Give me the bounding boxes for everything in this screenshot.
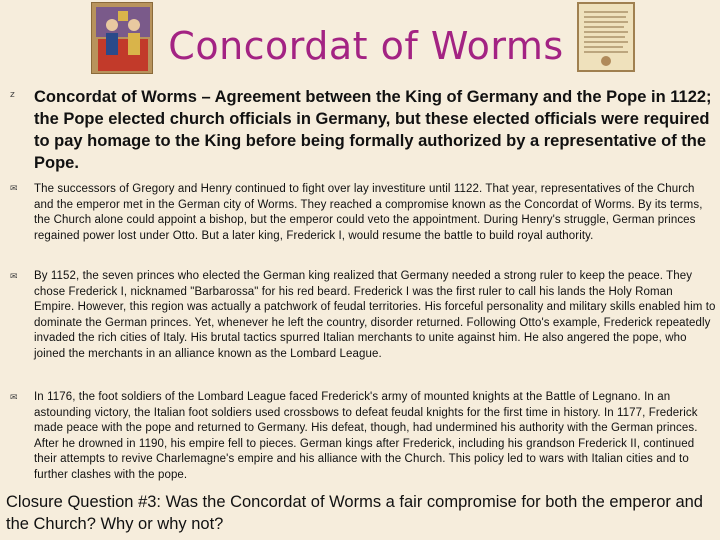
closure-question: Closure Question #3: Was the Concordat of Worms a fair compromise for both the emperor and the Church? Why or why not? (6, 493, 703, 533)
bullet-text: By 1152, the seven princes who elected the German king realized that Germany needed a strong ruler to keep the peace. They chose Frederick I, nicknamed "Barbarossa" for his red beard. Frederick I was the first ruler to call his lands the Holy Roman Empire. However, this region was actually a patchwork of feudal territories. His forceful personality and military skills enabled him to dominate the German princes. Yet, whenever he left the country, disorder returned. Following Otto's example, Frederick repeatedly invaded the rich cities of Italy. His brutal tactics spurred Italian merchants to unite against him. He also angered the pope, who joined the merchants in an alliance known as the Lombard League. (34, 270, 716, 360)
slide-title: Concordat of Worms (168, 24, 564, 68)
bullet-marker: ✉ (10, 184, 18, 194)
bullet-marker: ✉ (10, 272, 18, 282)
bullet-text: Concordat of Worms – Agreement between the King of Germany and the Pope in 1122; the Pope elected church officials in Germany, but these elected officials were required to pay homage to the King before being formally authorized by a representative of the Pope. (34, 88, 712, 172)
bullet-text: In 1176, the foot soldiers of the Lombard League faced Frederick's army of mounted knights at the Battle of Legnano. In an astounding victory, the Italian foot soldiers used crossbows to defeat feudal knights for the first time in history. In 1177, Frederick made peace with the pope and returned to Germany. His defeat, though, had undermined his authority with the German princes. After he drowned in 1190, his empire fell to pieces. German kings after Frederick, including his grandson Frederick II, continued their attempts to revive Charlemagne's empire and his alliance with the Church. This policy led to wars with Italian cities and to further clashes with the pope. (34, 391, 698, 481)
bullet-text: The successors of Gregory and Henry continued to fight over lay investiture until 1122. That year, representatives of the Church and the emperor met in the German city of Worms. They reached a compromise known as the Concordat of Worms. By its terms, the Church alone could appoint a bishop, but the emperor could veto the appointment. During Henry's struggle, German princes regained power lost under Otto. But a later king, Frederick I, would resume the battle to build royal authority. (34, 183, 703, 242)
bullet-marker: ✉ (10, 393, 18, 403)
medieval-illustration-image (91, 2, 153, 74)
bullet-marker: z (10, 90, 15, 100)
document-manuscript-image (577, 2, 635, 72)
